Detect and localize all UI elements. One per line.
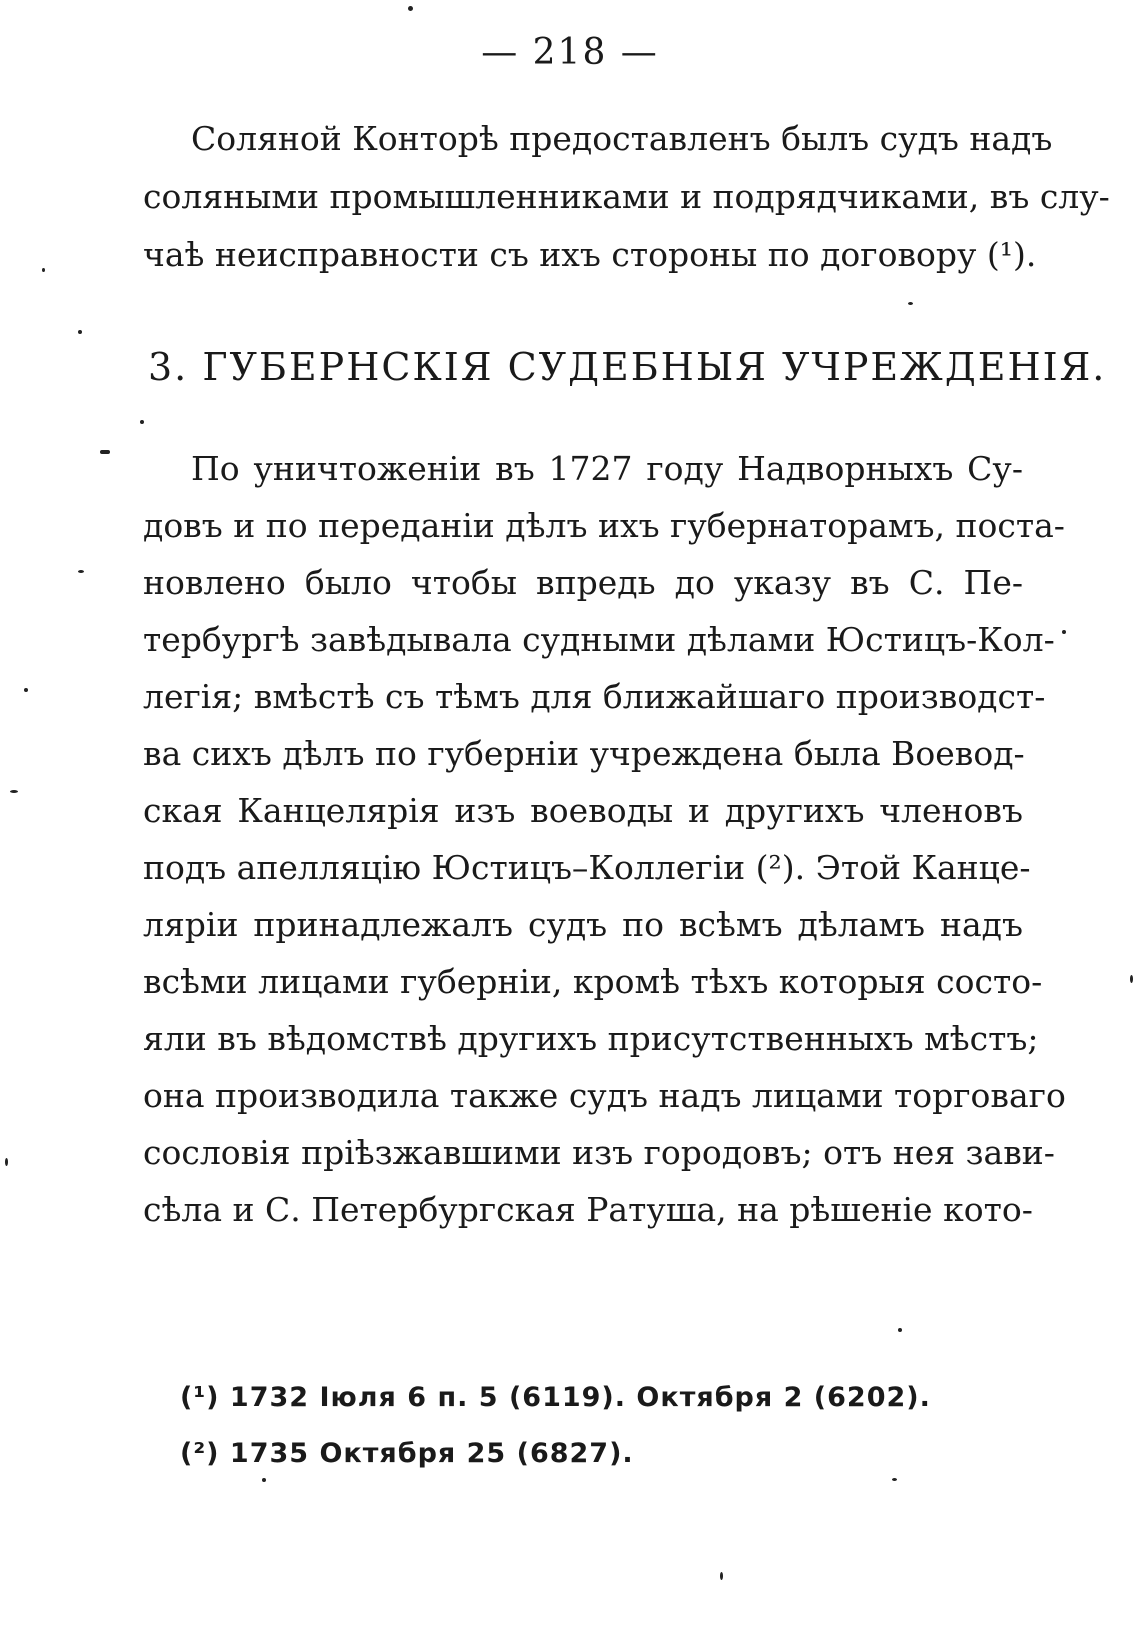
paragraph-provincial-courts (143, 440, 1066, 1238)
scan-speck (100, 450, 110, 454)
text-line: новлено было чтобы впредь до указу въ С. Пе- (143, 563, 1023, 602)
text-line: ляріи принадлежалъ судъ по всѣмъ дѣламъ надъ (143, 905, 1023, 944)
text-line: чаѣ неисправности съ ихъ стороны по договору (¹). (143, 235, 1037, 274)
text-line: тербургѣ завѣдывала судными дѣлами Юстицъ-Кол- (143, 620, 1055, 659)
scan-speck (42, 268, 45, 272)
scan-speck (78, 330, 82, 334)
scan-speck (408, 6, 413, 11)
text-line: довъ и по переданіи дѣлъ ихъ губернаторамъ, поста- (143, 506, 1065, 545)
text-line: сословія пріѣзжавшими изъ городовъ; отъ нея зави- (143, 1133, 1055, 1172)
scan-speck (78, 570, 84, 573)
text-line: сѣла и С. Петербургская Ратуша, на рѣшеніе кото- (143, 1190, 1033, 1229)
scan-speck (5, 1158, 8, 1166)
text-line: соляными промышленниками и подрядчиками, въ слу- (143, 177, 1110, 216)
scan-speck (10, 790, 18, 793)
scan-speck (140, 420, 144, 424)
text-line: подъ апелляцію Юстицъ–Коллегіи (²). Этой Канце- (143, 848, 1031, 887)
text-line: ва сихъ дѣлъ по губерніи учреждена была Воевод- (143, 734, 1025, 773)
text-line: легія; вмѣстѣ съ тѣмъ для ближайшаго производст- (143, 677, 1046, 716)
scan-speck (898, 1328, 902, 1332)
text-line: всѣми лицами губерніи, кромѣ тѣхъ которыя состо- (143, 962, 1043, 1001)
text-line: ская Канцелярія изъ воеводы и другихъ членовъ (143, 791, 1023, 830)
text-line: яли въ вѣдомствѣ другихъ присутственныхъ мѣстъ; (143, 1019, 1039, 1058)
scan-speck (24, 688, 28, 692)
scan-speck (720, 1572, 723, 1580)
scan-speck (1130, 975, 1133, 983)
text-line: По уничтоженіи въ 1727 году Надворныхъ Су- (191, 449, 1023, 488)
scan-speck (892, 1478, 897, 1481)
text-line: Соляной Конторѣ предоставленъ былъ судъ надъ (191, 119, 1053, 158)
footnote-2: (²) 1735 Октября 25 (6827). (180, 1438, 634, 1469)
scan-speck (1062, 630, 1066, 634)
footnotes (180, 1370, 980, 1482)
section-heading: 3. ГУБЕРНСКІЯ СУДЕБНЫЯ УЧРЕЖДЕНІЯ. (148, 345, 1107, 389)
page-number: — 218 — (481, 32, 659, 73)
paragraph-salt-office (143, 110, 1110, 284)
scan-speck (262, 1478, 266, 1482)
scan-speck (908, 302, 913, 305)
text-line: она производила также судъ надъ лицами торговаго (143, 1076, 1066, 1115)
footnote-1: (¹) 1732 Іюля 6 п. 5 (6119). Октября 2 (6202). (180, 1382, 931, 1413)
